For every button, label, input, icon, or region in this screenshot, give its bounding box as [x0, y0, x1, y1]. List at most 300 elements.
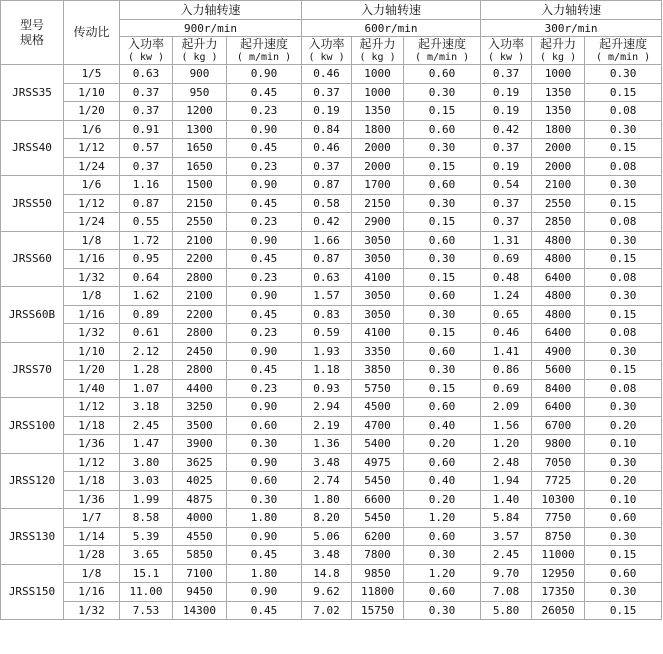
table-row: [1, 472, 662, 491]
value-cell: 0.63: [302, 268, 352, 287]
col-header-unit: ( m/min ): [236, 52, 292, 63]
ratio-cell: 1/18: [64, 472, 120, 491]
value-cell: 0.08: [585, 102, 662, 121]
value-cell: 1.66: [302, 231, 352, 250]
value-cell: 1.62: [120, 287, 173, 306]
value-cell: 2900: [352, 213, 404, 232]
value-cell: 0.15: [585, 250, 662, 269]
col-header-label: 入功率: [127, 37, 164, 51]
value-cell: 5450: [352, 509, 404, 528]
ratio-cell: 1/10: [64, 342, 120, 361]
value-cell: 2000: [532, 139, 585, 158]
value-cell: 1.24: [481, 287, 532, 306]
value-cell: 0.30: [585, 527, 662, 546]
value-cell: 2.45: [120, 416, 173, 435]
value-cell: 0.45: [227, 83, 302, 102]
value-cell: 5850: [173, 546, 227, 565]
value-cell: 0.45: [227, 194, 302, 213]
ratio-cell: 1/28: [64, 546, 120, 565]
value-cell: 8.20: [302, 509, 352, 528]
table-row: [1, 527, 662, 546]
value-cell: 4500: [352, 398, 404, 417]
value-cell: 0.90: [227, 120, 302, 139]
value-cell: 8.58: [120, 509, 173, 528]
ratio-cell: 1/40: [64, 379, 120, 398]
value-cell: 15.1: [120, 564, 173, 583]
value-cell: 1700: [352, 176, 404, 195]
value-cell: 0.60: [404, 287, 481, 306]
value-cell: 2200: [173, 250, 227, 269]
value-cell: 1800: [352, 120, 404, 139]
value-cell: 1.40: [481, 490, 532, 509]
value-cell: 0.15: [585, 194, 662, 213]
value-cell: 0.37: [120, 83, 173, 102]
ratio-cell: 1/8: [64, 231, 120, 250]
value-cell: 0.19: [481, 83, 532, 102]
value-cell: 0.46: [302, 139, 352, 158]
value-cell: 1200: [173, 102, 227, 121]
value-cell: 11.00: [120, 583, 173, 602]
table-row: [1, 324, 662, 343]
value-cell: 0.30: [585, 120, 662, 139]
value-cell: 2200: [173, 305, 227, 324]
value-cell: 0.30: [404, 601, 481, 620]
value-cell: 0.60: [404, 342, 481, 361]
ratio-cell: 1/14: [64, 527, 120, 546]
value-cell: 0.90: [227, 398, 302, 417]
value-cell: 2100: [532, 176, 585, 195]
value-cell: 4550: [173, 527, 227, 546]
value-cell: 2850: [532, 213, 585, 232]
rpm-600: 600r/min: [302, 20, 481, 37]
value-cell: 2100: [173, 287, 227, 306]
value-cell: 0.37: [302, 83, 352, 102]
value-cell: 4900: [532, 342, 585, 361]
value-cell: 0.30: [227, 490, 302, 509]
value-cell: 5600: [532, 361, 585, 380]
value-cell: 2.45: [481, 546, 532, 565]
ratio-cell: 1/20: [64, 102, 120, 121]
value-cell: 0.87: [120, 194, 173, 213]
value-cell: 0.15: [404, 102, 481, 121]
ratio-cell: 1/32: [64, 601, 120, 620]
value-cell: 2800: [173, 361, 227, 380]
value-cell: 11000: [532, 546, 585, 565]
value-cell: 3.48: [302, 453, 352, 472]
table-row: [1, 176, 662, 195]
model-name-cell: JRSS35: [1, 65, 64, 121]
value-cell: 3.03: [120, 472, 173, 491]
value-cell: 4875: [173, 490, 227, 509]
value-cell: 4700: [352, 416, 404, 435]
value-cell: 0.10: [585, 490, 662, 509]
value-cell: 1650: [173, 139, 227, 158]
value-cell: 0.45: [227, 139, 302, 158]
value-cell: 6200: [352, 527, 404, 546]
ratio-cell: 1/12: [64, 398, 120, 417]
value-cell: 2800: [173, 324, 227, 343]
table-row: [1, 139, 662, 158]
value-cell: 0.60: [404, 120, 481, 139]
value-cell: 0.95: [120, 250, 173, 269]
table-row: [1, 194, 662, 213]
value-cell: 0.48: [481, 268, 532, 287]
col-header-label: 入功率: [488, 37, 525, 51]
value-cell: 0.90: [227, 527, 302, 546]
table-row: [1, 268, 662, 287]
speed-group-900-header: 入力轴转速: [120, 1, 302, 20]
value-cell: 3050: [352, 287, 404, 306]
col-header-lift-force: [173, 37, 227, 65]
col-header-label: 起升速度: [418, 37, 467, 51]
value-cell: 7050: [532, 453, 585, 472]
value-cell: 6400: [532, 268, 585, 287]
value-cell: 0.30: [404, 305, 481, 324]
value-cell: 0.83: [302, 305, 352, 324]
value-cell: 0.45: [227, 361, 302, 380]
value-cell: 14300: [173, 601, 227, 620]
value-cell: 900: [173, 65, 227, 84]
ratio-cell: 1/36: [64, 435, 120, 454]
value-cell: 5750: [352, 379, 404, 398]
ratio-cell: 1/10: [64, 83, 120, 102]
table-row: [1, 83, 662, 102]
value-cell: 0.60: [585, 509, 662, 528]
ratio-cell: 1/24: [64, 213, 120, 232]
ratio-cell: 1/12: [64, 139, 120, 158]
col-header-unit: ( kg ): [540, 52, 577, 63]
value-cell: 0.90: [227, 453, 302, 472]
value-cell: 1.41: [481, 342, 532, 361]
value-cell: 1000: [532, 65, 585, 84]
value-cell: 3500: [173, 416, 227, 435]
col-header-lift-force: [352, 37, 404, 65]
value-cell: 9800: [532, 435, 585, 454]
table-row: [1, 213, 662, 232]
value-cell: 15750: [352, 601, 404, 620]
table-row: [1, 583, 662, 602]
value-cell: 4025: [173, 472, 227, 491]
value-cell: 6600: [352, 490, 404, 509]
value-cell: 1500: [173, 176, 227, 195]
table-row: [1, 342, 662, 361]
model-name-cell: JRSS70: [1, 342, 64, 398]
value-cell: 0.63: [120, 65, 173, 84]
table-row: [1, 601, 662, 620]
value-cell: 0.65: [481, 305, 532, 324]
value-cell: 0.64: [120, 268, 173, 287]
value-cell: 1.20: [404, 564, 481, 583]
value-cell: 0.45: [227, 305, 302, 324]
value-cell: 1300: [173, 120, 227, 139]
value-cell: 0.84: [302, 120, 352, 139]
value-cell: 0.89: [120, 305, 173, 324]
value-cell: 1800: [532, 120, 585, 139]
value-cell: 0.08: [585, 157, 662, 176]
rpm-900: 900r/min: [120, 20, 302, 37]
value-cell: 2.12: [120, 342, 173, 361]
value-cell: 1.31: [481, 231, 532, 250]
value-cell: 0.20: [404, 435, 481, 454]
ratio-cell: 1/16: [64, 583, 120, 602]
value-cell: 10300: [532, 490, 585, 509]
value-cell: 4800: [532, 287, 585, 306]
value-cell: 0.30: [404, 250, 481, 269]
value-cell: 0.60: [404, 453, 481, 472]
value-cell: 5.80: [481, 601, 532, 620]
table-row: [1, 379, 662, 398]
value-cell: 3850: [352, 361, 404, 380]
table-row: [1, 361, 662, 380]
value-cell: 3050: [352, 231, 404, 250]
value-cell: 0.30: [585, 342, 662, 361]
value-cell: 0.37: [302, 157, 352, 176]
value-cell: 1350: [532, 102, 585, 121]
value-cell: 0.08: [585, 324, 662, 343]
value-cell: 0.60: [404, 231, 481, 250]
value-cell: 0.08: [585, 268, 662, 287]
value-cell: 0.37: [120, 157, 173, 176]
table-header: [1, 1, 662, 65]
value-cell: 0.60: [227, 416, 302, 435]
speed-group-300-header: 入力轴转速: [481, 1, 662, 20]
table-row: [1, 102, 662, 121]
col-header-unit: ( kw ): [488, 52, 525, 63]
value-cell: 5.84: [481, 509, 532, 528]
value-cell: 3.48: [302, 546, 352, 565]
value-cell: 1.16: [120, 176, 173, 195]
table-row: [1, 157, 662, 176]
value-cell: 2550: [173, 213, 227, 232]
col-header-lift-speed: [227, 37, 302, 65]
value-cell: 0.23: [227, 102, 302, 121]
value-cell: 9.62: [302, 583, 352, 602]
value-cell: 4400: [173, 379, 227, 398]
value-cell: 4975: [352, 453, 404, 472]
value-cell: 0.87: [302, 176, 352, 195]
value-cell: 0.19: [481, 102, 532, 121]
value-cell: 0.57: [120, 139, 173, 158]
value-cell: 4800: [532, 305, 585, 324]
value-cell: 2100: [173, 231, 227, 250]
value-cell: 0.19: [302, 102, 352, 121]
value-cell: 1.93: [302, 342, 352, 361]
value-cell: 0.90: [227, 176, 302, 195]
value-cell: 0.58: [302, 194, 352, 213]
value-cell: 0.23: [227, 324, 302, 343]
value-cell: 1.94: [481, 472, 532, 491]
ratio-cell: 1/24: [64, 157, 120, 176]
value-cell: 2.74: [302, 472, 352, 491]
value-cell: 1.47: [120, 435, 173, 454]
ratio-cell: 1/6: [64, 120, 120, 139]
ratio-cell: 1/16: [64, 250, 120, 269]
value-cell: 7.53: [120, 601, 173, 620]
value-cell: 0.30: [585, 453, 662, 472]
value-cell: 4800: [532, 250, 585, 269]
value-cell: 0.30: [404, 194, 481, 213]
value-cell: 0.90: [227, 65, 302, 84]
value-cell: 2000: [532, 157, 585, 176]
value-cell: 0.15: [585, 601, 662, 620]
value-cell: 0.15: [404, 379, 481, 398]
value-cell: 1.57: [302, 287, 352, 306]
ratio-cell: 1/8: [64, 564, 120, 583]
value-cell: 0.60: [227, 472, 302, 491]
model-name-cell: JRSS60: [1, 231, 64, 287]
value-cell: 7100: [173, 564, 227, 583]
value-cell: 0.60: [404, 65, 481, 84]
ratio-cell: 1/18: [64, 416, 120, 435]
value-cell: 1.28: [120, 361, 173, 380]
value-cell: 17350: [532, 583, 585, 602]
value-cell: 2000: [352, 157, 404, 176]
value-cell: 0.30: [585, 583, 662, 602]
value-cell: 0.30: [404, 361, 481, 380]
value-cell: 1.72: [120, 231, 173, 250]
col-header-lift-force: [532, 37, 585, 65]
model-name-cell: JRSS40: [1, 120, 64, 176]
value-cell: 0.37: [481, 213, 532, 232]
value-cell: 1650: [173, 157, 227, 176]
value-cell: 12950: [532, 564, 585, 583]
value-cell: 1.20: [481, 435, 532, 454]
value-cell: 0.15: [585, 546, 662, 565]
ratio-cell: 1/20: [64, 361, 120, 380]
model-name-cell: JRSS150: [1, 564, 64, 620]
value-cell: 0.23: [227, 268, 302, 287]
table-row: [1, 546, 662, 565]
value-cell: 2000: [352, 139, 404, 158]
value-cell: 8750: [532, 527, 585, 546]
value-cell: 0.60: [404, 398, 481, 417]
value-cell: 8400: [532, 379, 585, 398]
value-cell: 1.80: [302, 490, 352, 509]
value-cell: 0.40: [404, 416, 481, 435]
value-cell: 0.40: [404, 472, 481, 491]
col-header-unit: ( kw ): [308, 52, 345, 63]
value-cell: 5450: [352, 472, 404, 491]
value-cell: 1.36: [302, 435, 352, 454]
value-cell: 0.23: [227, 213, 302, 232]
col-header-unit: ( kw ): [127, 52, 165, 63]
col-header-power: [120, 37, 173, 65]
value-cell: 14.8: [302, 564, 352, 583]
table-row: [1, 287, 662, 306]
model-name-cell: JRSS100: [1, 398, 64, 454]
value-cell: 3250: [173, 398, 227, 417]
value-cell: 0.91: [120, 120, 173, 139]
value-cell: 0.60: [404, 583, 481, 602]
value-cell: 0.87: [302, 250, 352, 269]
value-cell: 0.23: [227, 157, 302, 176]
value-cell: 0.30: [585, 398, 662, 417]
value-cell: 3.57: [481, 527, 532, 546]
col-header-unit: ( kg ): [359, 52, 396, 63]
value-cell: 6400: [532, 398, 585, 417]
value-cell: 0.42: [302, 213, 352, 232]
value-cell: 0.37: [481, 194, 532, 213]
model-name-cell: JRSS130: [1, 509, 64, 565]
col-header-lift-speed: [585, 37, 662, 65]
value-cell: 0.55: [120, 213, 173, 232]
value-cell: 2550: [532, 194, 585, 213]
col-header-label: 起升力: [359, 37, 396, 51]
value-cell: 2.94: [302, 398, 352, 417]
value-cell: 0.37: [481, 65, 532, 84]
value-cell: 7.02: [302, 601, 352, 620]
value-cell: 1000: [352, 83, 404, 102]
value-cell: 9.70: [481, 564, 532, 583]
value-cell: 0.46: [302, 65, 352, 84]
value-cell: 1.20: [404, 509, 481, 528]
value-cell: 0.15: [585, 361, 662, 380]
value-cell: 0.42: [481, 120, 532, 139]
table-row: [1, 305, 662, 324]
value-cell: 0.45: [227, 546, 302, 565]
ratio-cell: 1/16: [64, 305, 120, 324]
value-cell: 2150: [352, 194, 404, 213]
ratio-cell: 1/12: [64, 194, 120, 213]
ratio-cell: 1/6: [64, 176, 120, 195]
value-cell: 0.15: [404, 213, 481, 232]
value-cell: 3900: [173, 435, 227, 454]
value-cell: 3.80: [120, 453, 173, 472]
value-cell: 6400: [532, 324, 585, 343]
value-cell: 4000: [173, 509, 227, 528]
value-cell: 3.18: [120, 398, 173, 417]
value-cell: 1.80: [227, 564, 302, 583]
table-row: [1, 564, 662, 583]
col-header-label: 起升速度: [599, 37, 648, 51]
value-cell: 11800: [352, 583, 404, 602]
ratio-cell: 1/5: [64, 65, 120, 84]
value-cell: 0.45: [227, 601, 302, 620]
value-cell: 1.80: [227, 509, 302, 528]
value-cell: 0.54: [481, 176, 532, 195]
table-row: [1, 250, 662, 269]
value-cell: 4800: [532, 231, 585, 250]
value-cell: 0.30: [404, 546, 481, 565]
value-cell: 0.08: [585, 213, 662, 232]
value-cell: 0.90: [227, 583, 302, 602]
value-cell: 2450: [173, 342, 227, 361]
value-cell: 0.15: [585, 139, 662, 158]
table-row: [1, 65, 662, 84]
value-cell: 0.59: [302, 324, 352, 343]
value-cell: 2800: [173, 268, 227, 287]
table-row: [1, 231, 662, 250]
table-row: [1, 416, 662, 435]
value-cell: 5.06: [302, 527, 352, 546]
table-row: [1, 509, 662, 528]
value-cell: 2.48: [481, 453, 532, 472]
table-row: [1, 490, 662, 509]
value-cell: 2.09: [481, 398, 532, 417]
value-cell: 4100: [352, 324, 404, 343]
value-cell: 0.30: [585, 65, 662, 84]
value-cell: 3625: [173, 453, 227, 472]
model-name-cell: JRSS50: [1, 176, 64, 232]
value-cell: 0.20: [585, 472, 662, 491]
col-header-label: 起升力: [540, 37, 577, 51]
value-cell: 0.60: [585, 564, 662, 583]
value-cell: 0.20: [585, 416, 662, 435]
value-cell: 0.93: [302, 379, 352, 398]
value-cell: 0.30: [227, 435, 302, 454]
table-row: [1, 398, 662, 417]
value-cell: 950: [173, 83, 227, 102]
